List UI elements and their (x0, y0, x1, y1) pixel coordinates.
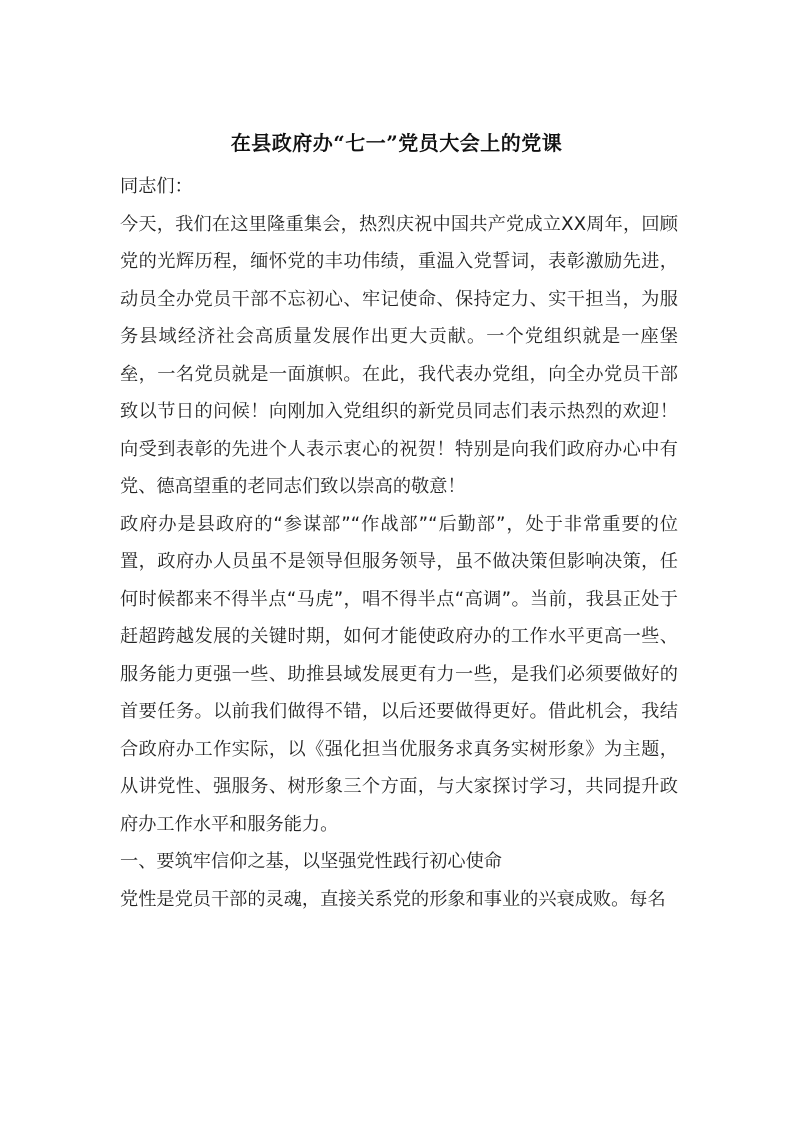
paragraph-opening: 今天，我们在这里隆重集会，热烈庆祝中国共产党成立XX周年，回顾党的光辉历程，缅怀党的丰功伟绩，重温入党誓词，表彰激励先进，动员全办党员干部不忘初心、牢记使命、保持定力、实干担当，为服务县域经济社会高质量发展作出更大贡献。一个党组织就是一座堡垒，一名党员就是一面旗帜。在此，我代表办党组，向全办党员干部致以节日的问候！向刚加入党组织的新党员同志们表示热烈的欢迎！向受到表彰的先进个人表示衷心的祝贺！特别是向我们政府办心中有党、德高望重的老同志们致以崇高的敬意！ (120, 213, 678, 497)
document-body (120, 168, 678, 918)
section-heading-one: 一、要筑牢信仰之基，以坚强党性践行初心使命 (120, 851, 502, 872)
salutation: 同志们： (120, 176, 193, 197)
document-title: 在县政府办“七一”党员大会上的党课 (230, 131, 563, 155)
paragraph-role: 政府办是县政府的“参谋部”“作战部”“后勤部”，处于非常重要的位置，政府办人员虽不是领导但服务领导，虽不做决策但影响决策，任何时候都来不得半点“马虎”，唱不得半点“高调”。当前，我县正处于赶超跨越发展的关键时期，如何才能使政府办的工作水平更高一些、服务能力更强一些、助推县域发展更有力一些，是我们必须要做好的首要任务。以前我们做得不错，以后还要做得更好。借此机会，我结合政府办工作实际，以《强化担当优服务求真务实树形象》为主题，从讲党性、强服务、树形象三个方面，与大家探讨学习，共同提升政府办工作水平和服务能力。 (120, 513, 678, 835)
paragraph-party-spirit: 党性是党员干部的灵魂，直接关系党的形象和事业的兴衰成败。每名 (120, 888, 666, 910)
